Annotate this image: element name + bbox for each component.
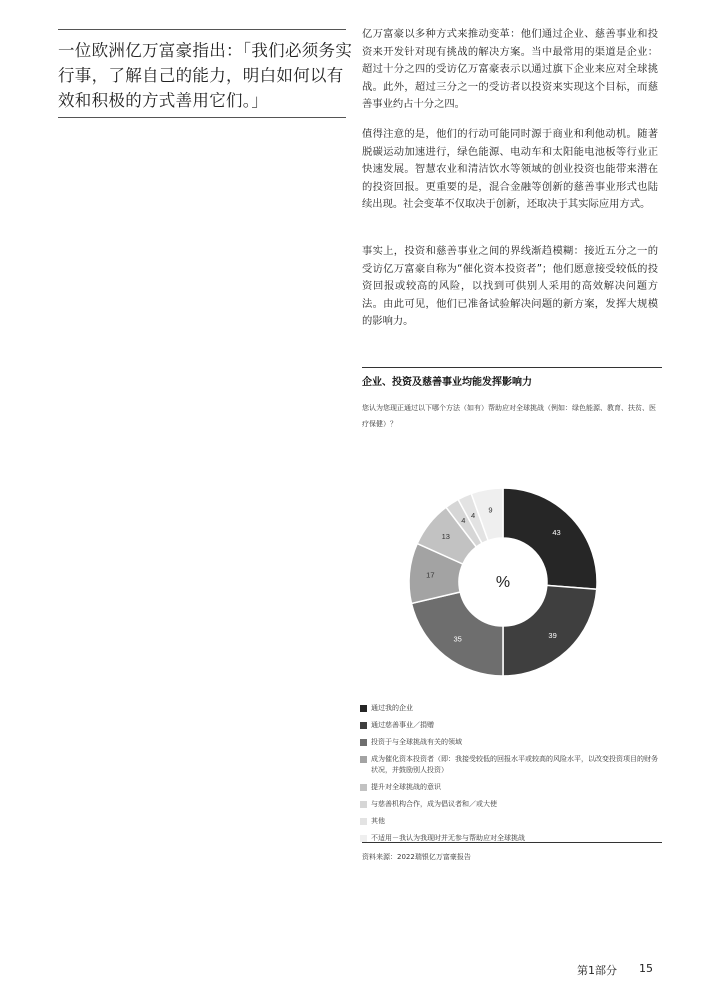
legend-label: 通过慈善事业／捐赠 <box>371 721 434 729</box>
donut-center-label: % <box>495 574 511 591</box>
quote-top-rule <box>58 29 346 30</box>
donut-value-label: 4 <box>471 510 476 520</box>
legend-item <box>360 816 660 827</box>
legend-label: 提升对全球挑战的意识 <box>371 783 441 791</box>
pull-quote: 一位欧洲亿万富豪指出：「我们必须务实行事，了解自己的能力，明白如何以有效和积极的方式善用它们。」 <box>58 41 353 110</box>
donut-value-label: 43 <box>552 527 561 537</box>
legend-item <box>360 754 660 776</box>
quote-bottom-rule <box>58 117 346 118</box>
body-paragraph-3: 事实上，投资和慈善事业之间的界线渐趋模糊：接近五分之一的受访亿万富豪自称为“催化资本投资者”；他们愿意接受较低的投资回报或较高的风险，以找到可供别人采用的高效解决问题方法。由此可见，他们已准备试验解决问题的新方案，发挥大规模的影响力。 <box>362 245 658 328</box>
source-rule <box>362 842 662 843</box>
legend-item <box>360 720 660 731</box>
donut-value-label: 4 <box>461 516 466 526</box>
donut-slice <box>503 488 597 589</box>
chart-title: 企业、投资及慈善事业均能发挥影响力 <box>362 377 532 388</box>
legend-swatch <box>360 756 367 763</box>
legend-label: 成为催化资本投资者（即：我接受较低的回报水平或较高的风险水平，以改变投资项目的财务状况，并鼓励别人投资） <box>371 755 658 774</box>
legend-item <box>360 799 660 810</box>
donut-value-label: 13 <box>441 532 450 542</box>
legend-item <box>360 737 660 748</box>
legend-swatch <box>360 705 367 712</box>
body-paragraph-1: 亿万富豪以多种方式来推动变革：他们通过企业、慈善事业和投资来开发针对现有挑战的解决方案。当中最常用的渠道是企业：超过十分之四的受访亿万富豪表示以通过旗下企业来应对全球挑战。此外，超过三分之一的受访者以投资来实现这个目标，而慈善事业约占十分之四。 <box>362 28 658 111</box>
legend-swatch <box>360 835 367 842</box>
legend-swatch <box>360 722 367 729</box>
donut-value-label: 35 <box>453 634 462 644</box>
legend-label: 通过我的企业 <box>371 704 413 712</box>
legend-item <box>360 782 660 793</box>
chart-source: 资料来源：2022瑞银亿万富豪报告 <box>362 853 471 861</box>
footer-section: 第1部分 <box>577 964 617 977</box>
donut-value-label: 17 <box>426 570 435 580</box>
donut-chart <box>405 482 605 682</box>
legend-item <box>360 703 660 714</box>
donut-value-label: 39 <box>548 631 557 641</box>
legend-label: 投资于与全球挑战有关的领域 <box>371 738 462 746</box>
legend-label: 其他 <box>371 817 385 825</box>
donut-value-label: 9 <box>488 505 493 515</box>
body-paragraph-2: 值得注意的是，他们的行动可能同时源于商业和利他动机。随著脱碳运动加速进行，绿色能源、电动车和太阳能电池板等行业正快速发展。智慧农业和清洁饮水等领域的创业投资也能带来潜在的投资回报。更重要的是，混合金融等创新的慈善事业形式也陆续出现。社会变革不仅取决于创新，还取决于其实际应用方式。 <box>362 128 658 211</box>
legend-label: 与慈善机构合作，成为倡议者和／或大使 <box>371 800 497 808</box>
chart-top-rule <box>362 367 662 368</box>
legend-swatch <box>360 818 367 825</box>
footer-page-number: 15 <box>639 962 653 975</box>
legend-swatch <box>360 739 367 746</box>
chart-legend <box>360 703 660 850</box>
chart-question: 您认为您现正通过以下哪个方法（如有）帮助应对全球挑战（例如：绿色能源、教育、扶贫、医疗保健）？ <box>362 404 656 428</box>
legend-label: 不适用－我认为我现时并无参与帮助应对全球挑战 <box>371 834 525 842</box>
legend-swatch <box>360 784 367 791</box>
legend-swatch <box>360 801 367 808</box>
